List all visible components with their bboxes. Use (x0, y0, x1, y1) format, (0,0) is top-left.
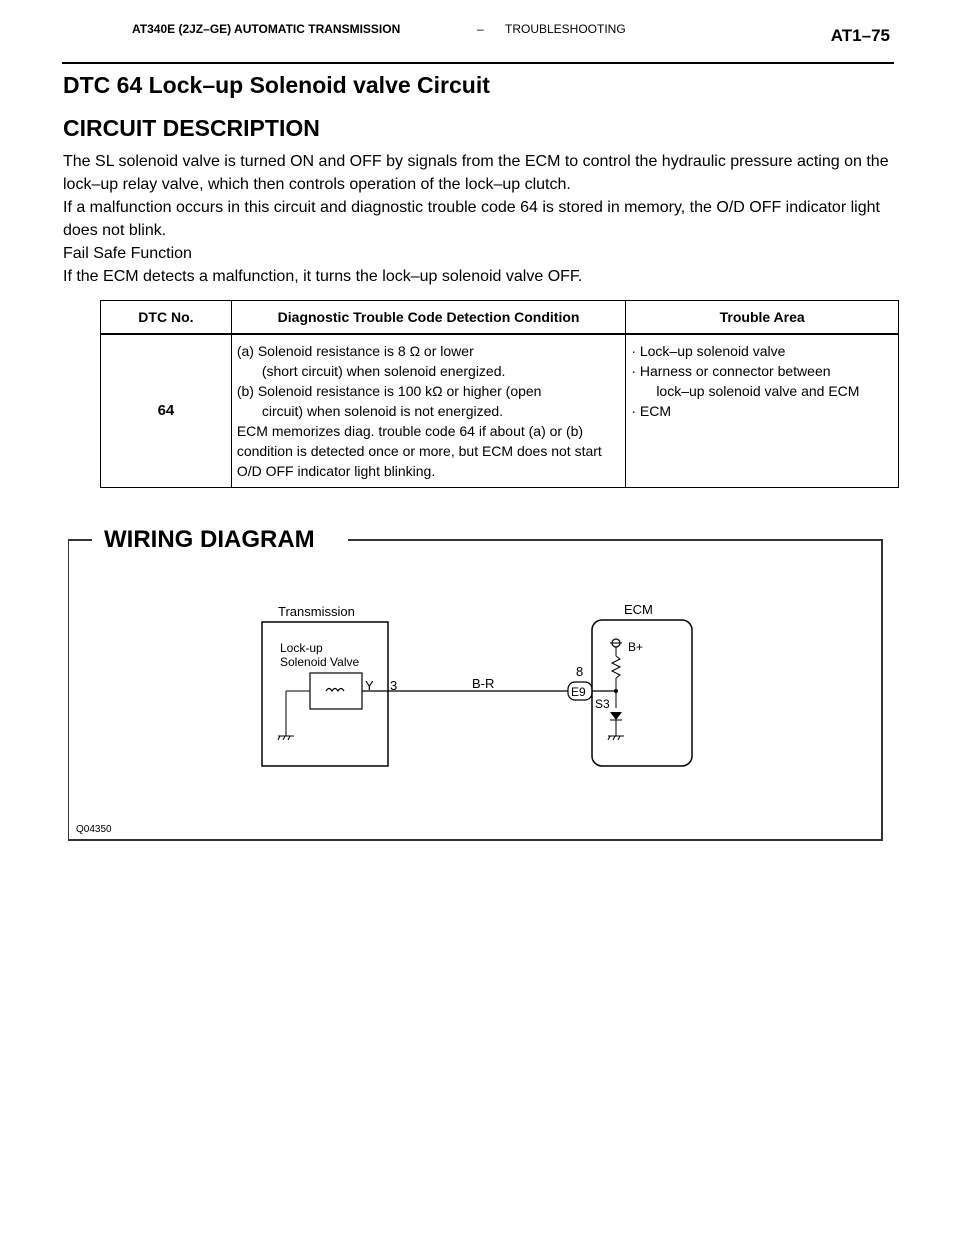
solenoid-box (310, 673, 362, 709)
header-doc-title: AT340E (2JZ–GE) AUTOMATIC TRANSMISSION (132, 22, 401, 36)
connector-label: E9 (571, 685, 586, 699)
description-line: Fail Safe Function (63, 245, 192, 262)
trouble-area-item: · Harness or connector between (631, 363, 831, 379)
condition-line: (b) Solenoid resistance is 100 kΩ or higher (open (236, 383, 542, 399)
condition-line: (a) Solenoid resistance is 8 Ω or lower (236, 343, 474, 359)
circuit-description (63, 150, 903, 288)
detection-condition (231, 334, 625, 488)
junction-dot (614, 689, 618, 693)
coil-icon (326, 689, 344, 692)
power-label: B+ (628, 640, 644, 654)
header-section: TROUBLESHOOTING (505, 22, 626, 36)
table-row (101, 334, 899, 488)
figure-id: Q04350 (76, 824, 112, 835)
condition-line: ECM memorizes diag. trouble code 64 if about (a) or (b) condition is detected once or more, but ECM does not start O/D OFF indicator light blinking. (236, 423, 602, 479)
page-title: DTC 64 Lock–up Solenoid valve Circuit (63, 72, 490, 98)
diode-icon (610, 712, 622, 720)
dtc-code: 64 (101, 334, 232, 488)
condition-line: circuit) when solenoid is not energized. (261, 403, 504, 419)
solenoid-label-1: Lock-up (280, 641, 323, 655)
circuit-description-heading: CIRCUIT DESCRIPTION (63, 115, 320, 141)
header-detection-condition: Diagnostic Trouble Code Detection Condition (231, 301, 625, 335)
trouble-area-item: lock–up solenoid valve and ECM (656, 383, 860, 399)
header-separator: – (477, 22, 484, 36)
ecm-label: ECM (624, 602, 653, 617)
terminal-label: S3 (595, 697, 610, 711)
trouble-area-item: · Lock–up solenoid valve (631, 343, 786, 359)
header-dtc-no: DTC No. (101, 301, 232, 335)
trouble-area-item: · ECM (631, 403, 671, 419)
ground-icon-left (278, 736, 294, 740)
wiring-diagram-heading: WIRING DIAGRAM (98, 526, 321, 554)
wiring-diagram (68, 530, 888, 842)
pin-3: 3 (390, 678, 398, 693)
condition-line: (short circuit) when solenoid energized. (261, 363, 506, 379)
description-line: If a malfunction occurs in this circuit and diagnostic trouble code 64 is stored in memory, the O/D OFF indicator light does not blink. (63, 199, 880, 239)
dtc-table (100, 300, 899, 488)
solenoid-label-2: Solenoid Valve (280, 655, 360, 669)
wire-color-br: B-R (472, 676, 495, 691)
header-trouble-area: Trouble Area (626, 301, 899, 335)
page-number: AT1–75 (830, 26, 890, 45)
trouble-area (626, 334, 899, 488)
transmission-label: Transmission (278, 604, 355, 619)
description-line: The SL solenoid valve is turned ON and OFF by signals from the ECM to control the hydraulic pressure acting on the lock–up relay valve, which then controls operation of the lock–up clutch. (63, 153, 889, 193)
ground-icon-right (608, 736, 624, 740)
wire-color-y: Y (365, 678, 374, 693)
description-line: If the ECM detects a malfunction, it turns the lock–up solenoid valve OFF. (63, 268, 583, 285)
pin-8: 8 (576, 664, 584, 679)
table-header-row (101, 301, 899, 335)
resistor-icon (612, 656, 620, 678)
